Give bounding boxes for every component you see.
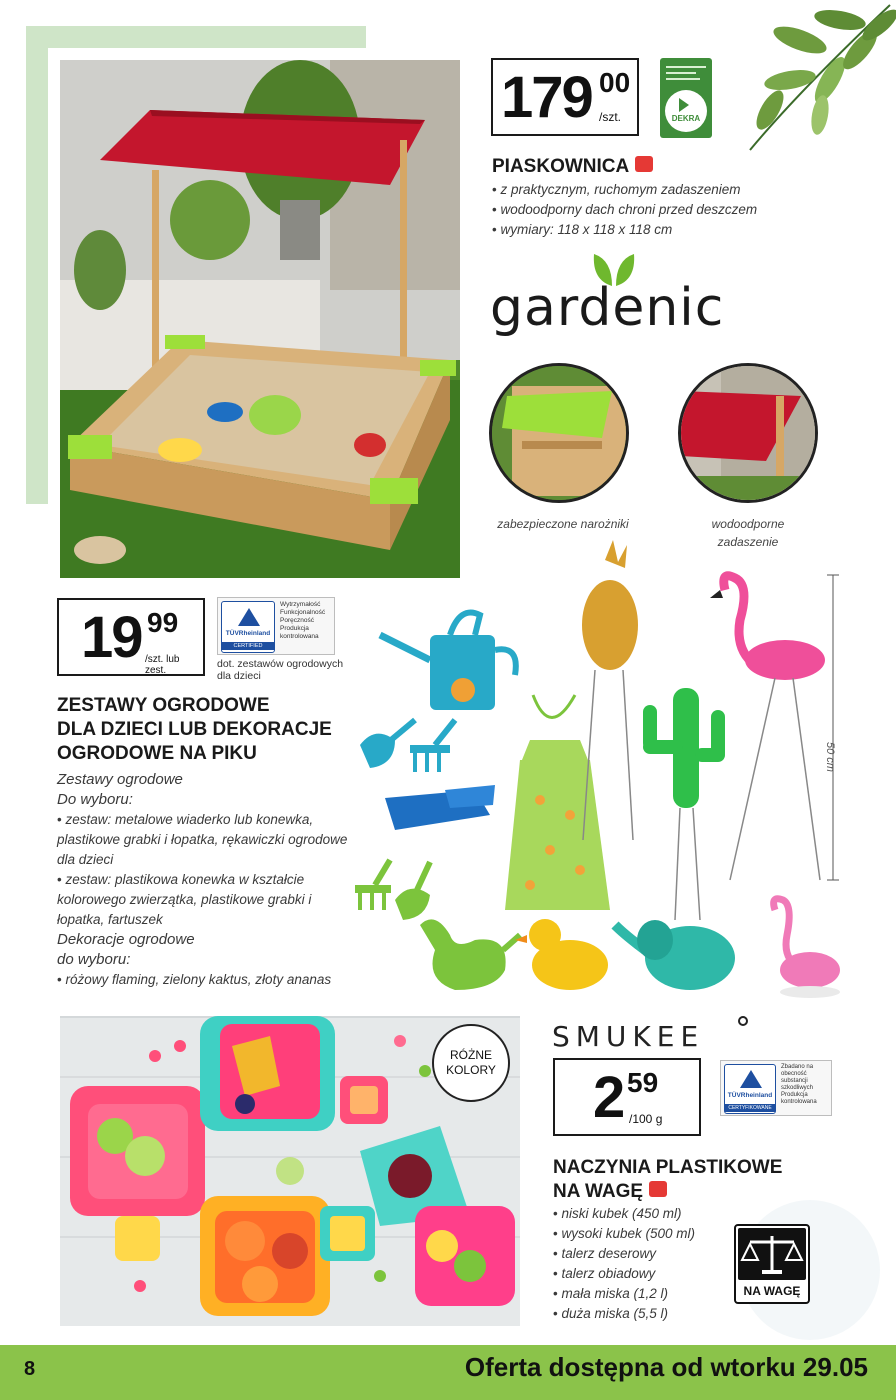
sets-subhead: Zestawy ogrodowe — [57, 771, 183, 788]
duck-watering-can-icon — [515, 919, 608, 990]
garden-products-illustration — [355, 540, 855, 1010]
shovel-icon — [360, 720, 415, 768]
cactus-icon — [643, 688, 725, 920]
new-badge-icon — [635, 156, 653, 172]
dishes-item: • mała miska (1,2 l) — [553, 1284, 733, 1304]
badge-line: KOLORY — [446, 1063, 496, 1077]
garden-sets-description — [57, 770, 357, 990]
cert-line: Wytrzymałość — [280, 601, 321, 608]
decor-frame-left — [26, 26, 48, 504]
smukee-degree-icon — [738, 1016, 748, 1026]
decor-subhead: Dekoracje ogrodowe — [57, 931, 195, 948]
dishes-price-main: 2 — [593, 1065, 624, 1130]
dishes-item: • niski kubek (450 ml) — [553, 1204, 733, 1224]
corner-detail-photo — [489, 363, 629, 503]
offer-text: Oferta dostępna od wtorku — [464, 1352, 796, 1382]
cert-line: Poręczność — [280, 617, 314, 624]
tuv-certificate-garden — [217, 597, 335, 655]
cert-line: Zbadano na — [781, 1064, 814, 1070]
sandbox-price-cents: 00 — [599, 67, 631, 98]
roof-caption: wodoodporne zadaszenie — [711, 517, 785, 549]
sandbox-feature: • wodoodporny dach chroni przed deszczem — [492, 200, 812, 220]
sandbox-price-unit: /szt. — [599, 110, 622, 124]
sold-by-weight-badge — [734, 1224, 810, 1304]
elephant-watering-can-icon — [615, 920, 735, 990]
dishes-title — [553, 1156, 782, 1204]
rake-icon — [410, 720, 455, 772]
flamingo-icon — [710, 576, 825, 880]
decor-frame-top — [26, 26, 366, 48]
tuv-brand: TÜVRheinland — [727, 1092, 773, 1099]
sandbox-photo — [60, 60, 460, 578]
smukee-logo: SMUKEE — [552, 1020, 705, 1053]
dishes-item: • talerz obiadowy — [553, 1264, 733, 1284]
tuv-logo-icon — [724, 1064, 776, 1114]
tuv-status: CERTIFIED — [222, 642, 274, 650]
garden-sets-title-line: DLA DZIECI LUB DEKORACJE — [57, 719, 332, 740]
green-shovel-icon — [395, 862, 430, 920]
dishes-price-cents: 59 — [627, 1067, 659, 1098]
sandbox-price-box — [491, 58, 639, 136]
garden-sets-price-main: 19 — [81, 605, 142, 670]
dishes-item: • duża miska (5,5 l) — [553, 1304, 733, 1324]
sandbox-feature: • wymiary: 118 x 118 x 118 cm — [492, 220, 812, 240]
roof-detail-photo — [678, 363, 818, 503]
watering-can-icon — [380, 613, 516, 711]
sets-option: • zestaw: plastikowa konewka w kształcie kolorowego zwierzątka, plastikowe grabki i łopatka, fartuszek — [57, 870, 357, 930]
decor-choice-label: do wyboru: — [57, 951, 131, 968]
scale-icon — [738, 1228, 806, 1280]
dishes-item: • wysoki kubek (500 ml) — [553, 1224, 733, 1244]
tuv-status: CERTYFIKOWANE — [725, 1104, 775, 1112]
dishes-list — [553, 1204, 733, 1324]
leaf-branch-icon — [730, 0, 896, 160]
corner-caption: zabezpieczone narożniki — [497, 517, 629, 531]
cert-line: Funkcjonalność — [280, 609, 326, 616]
various-colors-badge — [432, 1024, 510, 1102]
tuv-certificate-dishes — [720, 1060, 832, 1116]
gloves-icon — [385, 785, 495, 830]
cert-line: Produkcja — [781, 1092, 808, 1098]
height-label: 50 cm — [824, 742, 836, 772]
sandbox-title-text: PIASKOWNICA — [492, 156, 630, 177]
gardenic-logo — [490, 250, 730, 346]
garden-sets-title-line: ZESTAWY OGRODOWE — [57, 695, 270, 716]
apron-icon — [505, 695, 610, 910]
new-badge-icon — [649, 1181, 667, 1197]
sandbox-feature: • z praktycznym, ruchomym zadaszeniem — [492, 180, 812, 200]
sets-choice-label: Do wyboru: — [57, 791, 133, 808]
tuv-logo-icon — [221, 601, 275, 653]
dekra-badge-icon — [665, 90, 707, 132]
badge-line: RÓŻNE — [450, 1048, 492, 1062]
small-flamingo-icon — [774, 899, 840, 998]
cert-line: szkodliwych — [781, 1085, 814, 1091]
cert-line: Produkcja — [280, 625, 309, 632]
offer-date: 29.05 — [802, 1352, 868, 1382]
green-rake-icon — [355, 860, 391, 910]
dishes-item: • talerz deserowy — [553, 1244, 733, 1264]
dishes-title-line: NACZYNIA PLASTIKOWE — [553, 1157, 783, 1178]
cert-line: obecność — [781, 1071, 807, 1077]
dishes-price-unit: /100 g — [629, 1112, 663, 1126]
sandbox-price-main: 179 — [501, 65, 592, 130]
dekra-label: DEKRA — [671, 114, 701, 123]
garden-sets-price-box — [57, 598, 205, 676]
cert-line: substancji — [781, 1078, 808, 1084]
dishes-title-line: NA WAGĘ — [553, 1181, 644, 1202]
garden-sets-price-unit: /szt. lub zest. — [145, 654, 180, 676]
tuv-brand: TÜVRheinland — [225, 630, 271, 637]
dishes-price-box — [553, 1058, 701, 1136]
decor-option: • różowy flaming, zielony kaktus, złoty ananas — [57, 970, 357, 990]
garden-sets-price-cents: 99 — [147, 607, 179, 638]
garden-cert-note: dot. zestawów ogrodowych dla dzieci — [217, 658, 344, 682]
dekra-certificate — [660, 58, 712, 138]
garden-sets-title-line: OGRODOWE NA PIKU — [57, 743, 257, 764]
sandbox-title — [492, 156, 653, 178]
garden-sets-title — [57, 694, 332, 766]
offer-banner — [465, 1352, 868, 1383]
gardenic-wordmark: gardenic — [490, 278, 725, 338]
page-number: 8 — [24, 1358, 36, 1380]
cert-line: kontrolowana — [280, 633, 319, 640]
cert-line: kontrolowana — [781, 1099, 817, 1105]
dinosaur-watering-can-icon — [420, 919, 520, 990]
sets-option: • zestaw: metalowe wiaderko lub konewka, plastikowe grabki i łopatka, rękawiczki ogrodowe dla dzieci — [57, 810, 357, 870]
scale-label: NA WAGĘ — [743, 1284, 801, 1298]
sandbox-features — [492, 180, 812, 240]
